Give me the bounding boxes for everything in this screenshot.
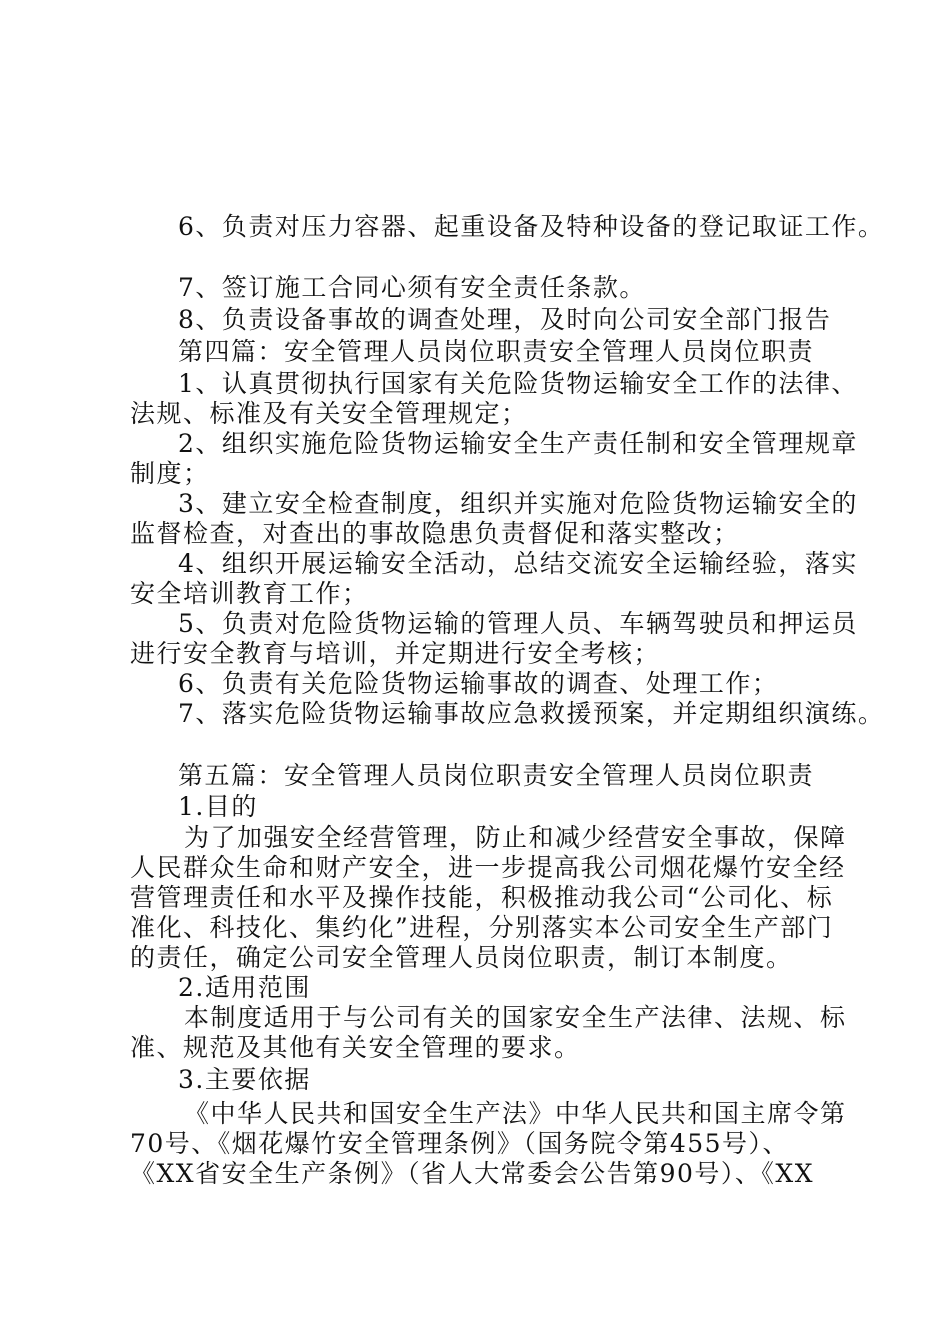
text-line: 《XX省安全生产条例》（省人大常委会公告第90号）、《XX — [130, 1159, 815, 1188]
text-line: 2、组织实施危险货物运输安全生产责任制和安全管理规章 — [178, 429, 858, 458]
text-line: 1、认真贯彻执行国家有关危险货物运输安全工作的法律、 — [178, 369, 858, 398]
subheading: 1.目的 — [178, 792, 258, 821]
text-line: 的责任，确定公司安全管理人员岗位职责，制订本制度。 — [130, 943, 793, 972]
text-line: 70号、《烟花爆竹安全管理条例》（国务院令第455号）、 — [130, 1129, 790, 1158]
subheading: 3.主要依据 — [178, 1065, 311, 1094]
text-line: 营管理责任和水平及操作技能，积极推动我公司“公司化、标 — [130, 883, 834, 912]
text-line: 制度； — [130, 459, 210, 488]
text-line: 8、负责设备事故的调查处理，及时向公司安全部门报告 — [178, 305, 832, 334]
text-line: 准、规范及其他有关安全管理的要求。 — [130, 1033, 581, 1062]
text-line: 本制度适用于与公司有关的国家安全生产法律、法规、标 — [184, 1003, 847, 1032]
text-line: 3、建立安全检查制度，组织并实施对危险货物运输安全的 — [178, 489, 858, 518]
section-heading: 第五篇：安全管理人员岗位职责安全管理人员岗位职责 — [178, 761, 815, 790]
text-line: 4、组织开展运输安全活动，总结交流安全运输经验，落实 — [178, 549, 858, 578]
text-line: 为了加强安全经营管理，防止和减少经营安全事故，保障 — [184, 823, 847, 852]
text-line: 6、负责对压力容器、起重设备及特种设备的登记取证工作。 — [178, 212, 885, 241]
subheading: 2.适用范围 — [178, 973, 311, 1002]
text-line: 7、落实危险货物运输事故应急救援预案，并定期组织演练。 — [178, 699, 885, 728]
text-line: 准化、科技化、集约化”进程，分别落实本公司安全生产部门 — [130, 913, 834, 942]
text-line: 法规、标准及有关安全管理规定； — [130, 399, 528, 428]
text-line: 人民群众生命和财产安全，进一步提高我公司烟花爆竹安全经 — [130, 853, 846, 882]
text-line: 5、负责对危险货物运输的管理人员、车辆驾驶员和押运员 — [178, 609, 858, 638]
text-line: 6、负责有关危险货物运输事故的调查、处理工作； — [178, 669, 779, 698]
text-line: 安全培训教育工作； — [130, 579, 369, 608]
section-heading: 第四篇：安全管理人员岗位职责安全管理人员岗位职责 — [178, 337, 815, 366]
text-line: 进行安全教育与培训，并定期进行安全考核； — [130, 639, 661, 668]
text-line: 7、签订施工合同心须有安全责任条款。 — [178, 273, 646, 302]
text-line: 监督检查，对查出的事故隐患负责督促和落实整改； — [130, 519, 740, 548]
text-line: 《中华人民共和国安全生产法》中华人民共和国主席令第 — [184, 1099, 847, 1128]
